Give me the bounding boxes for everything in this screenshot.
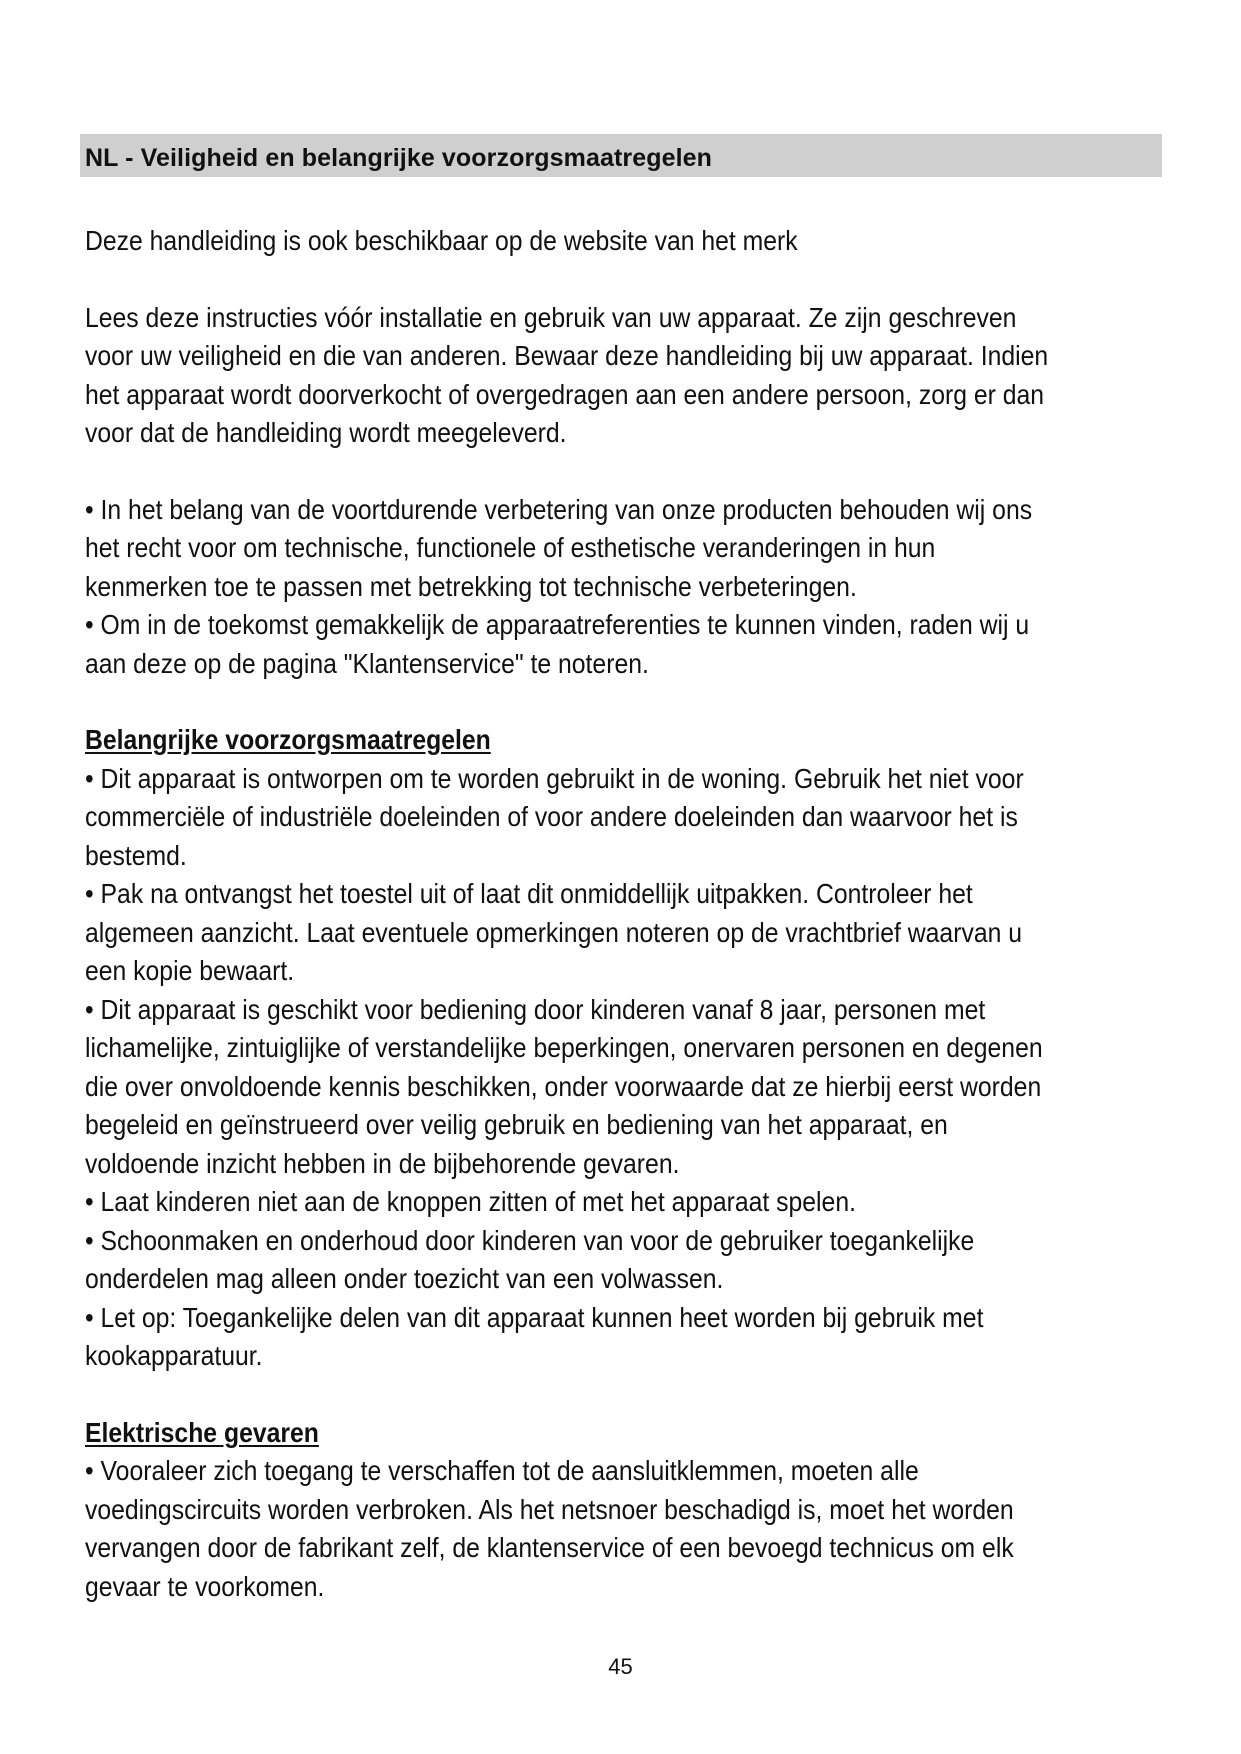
availability-note: Deze handleiding is ook beschikbaar op de website van het merk bbox=[85, 225, 798, 256]
general-bullet: • Om in de toekomst gemakkelijk de apparaatreferenties te kunnen vinden, raden wij u aan deze op de pagina "Klantenservice" te noteren. bbox=[85, 609, 1030, 679]
electrical-hazards-heading: Elektrische gevaren bbox=[85, 1416, 319, 1448]
precaution-bullet: • Dit apparaat is geschikt voor bediening door kinderen vanaf 8 jaar, personen met lichamelijke, zintuiglijke of verstandelijke beperkingen, onervaren personen en degenen die over onvoldoende kennis beschikken, onder voorwaarde dat ze hierbij eerst worden begeleid en geïnstrueerd over veilig gebruik en bediening van het apparaat, en voldoende inzicht hebben in de bijbehorende gevaren. bbox=[85, 993, 1043, 1179]
instructions-paragraph: Lees deze instructies vóór installatie en gebruik van uw apparaat. Ze zijn geschreven voor uw veiligheid en die van anderen. Bewaar deze handleiding bij uw apparaat. Indien het apparaat wordt doorverkocht of overgedragen aan een andere persoon, zorg er dan voor dat de handleiding wordt meegeleverd. bbox=[85, 301, 1049, 448]
important-precautions-heading: Belangrijke voorzorgsmaatregelen bbox=[85, 724, 491, 755]
electrical-bullet: • Vooraleer zich toegang te verschaffen tot de aansluitklemmen, moeten alle voedingscircuits worden verbroken. Als het netsnoer beschadigd is, moet het worden vervangen door de fabrikant zelf, de klantenservice of een bevoegd technicus om elk gevaar te voorkomen. bbox=[85, 1455, 1014, 1602]
precaution-bullet: • Dit apparaat is ontworpen om te worden gebruikt in de woning. Gebruik het niet voor commerciële of industriële doeleinden of voor andere doeleinden dan waarvoor het is bestemd. bbox=[85, 762, 1024, 871]
section-header-bar bbox=[80, 134, 1162, 177]
precaution-bullet: • Laat kinderen niet aan de knoppen zitten of met het apparaat spelen. bbox=[85, 1186, 856, 1217]
section-title: NL - Veiligheid en belangrijke voorzorgsmaatregelen bbox=[85, 144, 713, 172]
precaution-bullet: • Schoonmaken en onderhoud door kinderen van voor de gebruiker toegankelijke onderdelen mag alleen onder toezicht van een volwassen. bbox=[85, 1224, 975, 1294]
precaution-bullet: • Let op: Toegankelijke delen van dit apparaat kunnen heet worden bij gebruik met kookapparatuur. bbox=[85, 1301, 984, 1371]
document-body bbox=[85, 222, 1057, 1606]
general-bullet: • In het belang van de voortdurende verbetering van onze producten behouden wij ons het recht voor om technische, functionele of esthetische veranderingen in hun kenmerken toe te passen met betrekking tot technische verbeteringen. bbox=[85, 493, 1033, 602]
page-number: 45 bbox=[608, 1654, 633, 1679]
precaution-bullet: • Pak na ontvangst het toestel uit of laat dit onmiddellijk uitpakken. Controleer het algemeen aanzicht. Laat eventuele opmerkingen noteren op de vrachtbrief waarvan u een kopie bewaart. bbox=[85, 878, 1022, 986]
